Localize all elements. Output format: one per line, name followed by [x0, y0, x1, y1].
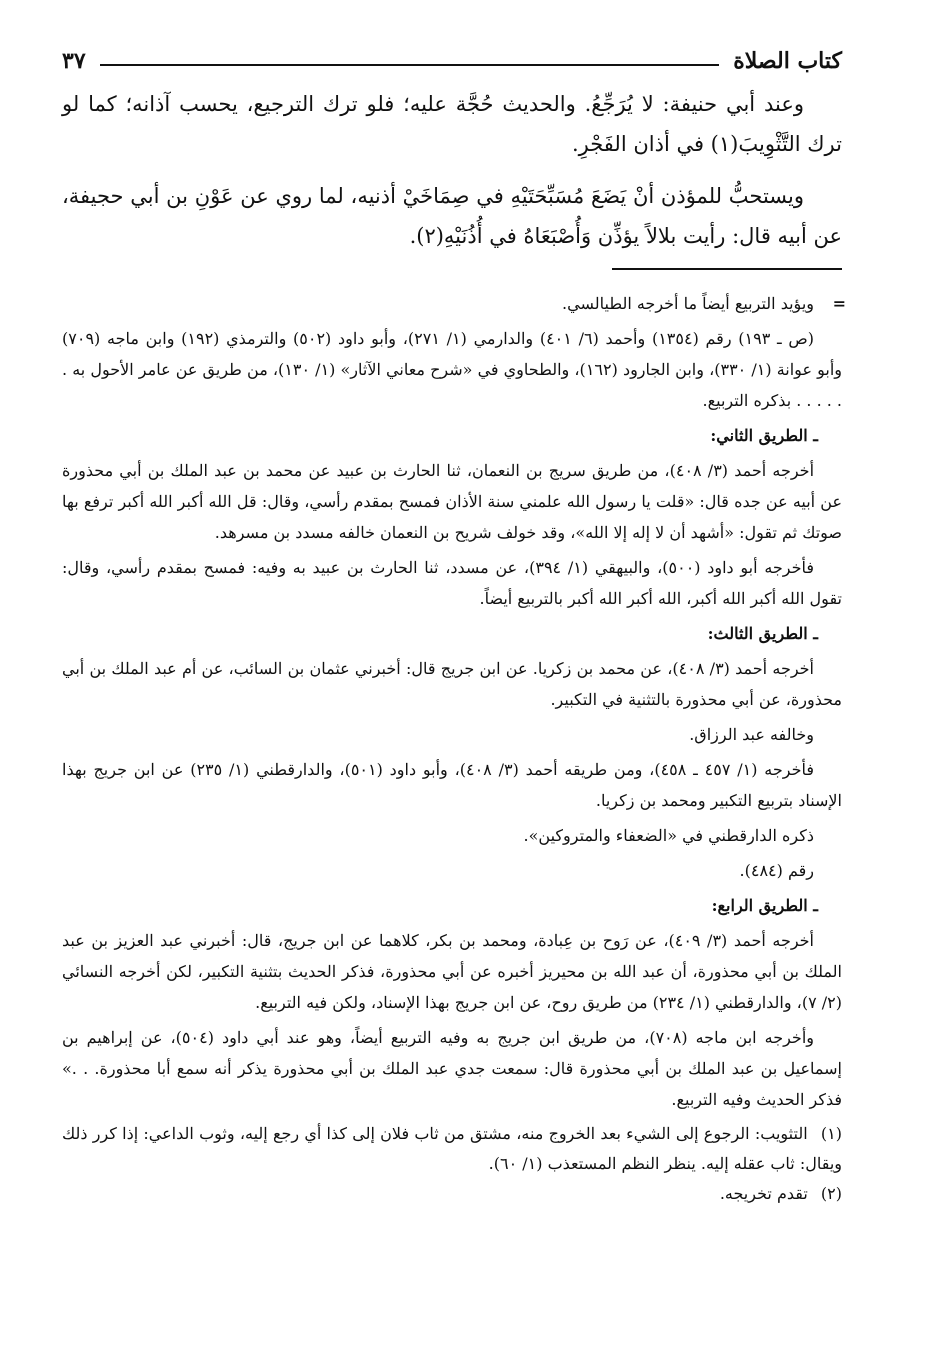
note-paragraph: أخرجه أحمد (٣/ ٤٠٨)، من طريق سريج بن النعمان، ثنا الحارث بن عبيد عن محمد بن عبد الملك بن أبي محذورة عن أبيه عن جده قال: «قلت يا رسول الله علمني سنة الأذان فمسح بمقدم رأسي، وقال: قل الله أكبر الله أكبر ترفع بها صوتك ثم تقول: «أشهد أن لا إله إلا الله»، وقد خولف شريح بن النعمان خالفه مسدد بن مسرهد.: [62, 461, 842, 542]
note-paragraph: أخرجه أحمد (٣/ ٤٠٨)، عن محمد بن زكريا. عن ابن جريج قال: أخبرني عثمان بن السائب، عن أم عبد الملك بن أبي محذورة، عن أبي محذورة بالتثنية في التكبير.: [62, 659, 842, 709]
main-paragraph: ويستحبُّ للمؤذن أنْ يَضَعَ مُسَبِّحَتَيْهِ في صِمَاخَيْ أذنيه، لما روي عن عَوْنِ بن أبي حجيفة، عن أبيه قال: رأيت بلالاً يؤذِّن وَأُصْبَعَاهُ في أُذُنَيْهِ(٢).: [62, 184, 842, 248]
note-text: ويؤيد التربيع أيضاً ما أخرجه الطيالسي.: [562, 294, 814, 313]
main-paragraph: وعند أبي حنيفة: لا يُرَجِّعُ. والحديث حُجَّة عليه؛ فلو ترك الترجيع، يحسب آذانه؛ كما لو ترك التَّثْوِيبَ(١) في أذان الفَجْرِ.: [62, 92, 842, 156]
footnote-text: تقدم تخريجه.: [719, 1184, 808, 1203]
note-paragraph: وخالفه عبد الرزاق.: [689, 725, 814, 744]
note-paragraph: فأخرجه أبو داود (٥٠٠)، والبيهقي (١/ ٣٩٤)، عن مسدد، ثنا الحارث بن عبيد به وفيه: فمسح بمقدم رأسي، وقال: تقول الله أكبر الله أكبر، الله أكبر الله أكبر بالتربيع أيضاً.: [62, 558, 842, 608]
footnote-number: (١): [820, 1124, 843, 1143]
footnote-separator: [612, 268, 842, 270]
note-paragraph: رقم (٤٨٤).: [739, 861, 814, 880]
footnote-continuation: [62, 288, 846, 1115]
note-paragraph: وأخرجه ابن ماجه (٧٠٨)، من طريق ابن جريج به وفيه التربيع أيضاً، وهو عند أبي داود (٥٠٤)، عن إبراهيم بن إسماعيل بن عبد الملك بن أبي محذورة قال: سمعت جدي عبد الملك بن أبي محذورة يذكر أنه سمع أبا محذورة. . .» فذكر الحديث وفيه التربيع.: [62, 1028, 842, 1109]
page-header: [62, 40, 842, 76]
document-page: [62, 40, 846, 1209]
header-rule: [100, 64, 720, 66]
footnote-text: التثويب: الرجوع إلى الشيء بعد الخروج منه، مشتق من ثاب فلان إلى كذا أي رجع إليه، وثوب الداعي: إذا كرر ذلك ويقال: ثاب عقله إليه. ينظر النظم المستعذب (١/ ٦٠).: [62, 1124, 842, 1173]
note-paragraph: [62, 288, 846, 319]
footnote-number: (٢): [820, 1184, 842, 1203]
section-heading: ـ الطريق الثاني:: [710, 426, 818, 445]
note-paragraph: أخرجه أحمد (٣/ ٤٠٩)، عن رَوح بن عِبادة، ومحمد بن بكر، كلاهما عن ابن جريج، قال: أخبرني عبد العزيز بن عبد الملك بن أبي محذورة، أن عبد الله بن محيريز أخبره عن أبي محذورة، فذكر الحديث بتثنية التكبير، لكن أخرجه النسائي (٢/ ٧)، والدارقطني (١/ ٢٣٤) من طريق روح، عن ابن جريج بهذا الإسناد، ولكن فيه التربيع.: [62, 931, 842, 1012]
footnotes: [62, 1119, 842, 1209]
main-text: [62, 84, 842, 256]
section-heading: ـ الطريق الرابع:: [711, 896, 818, 915]
footnote: [62, 1119, 842, 1179]
page-number: ٣٧: [62, 48, 86, 74]
note-paragraph: ذكره الدارقطني في «الضعفاء والمتروكين».: [523, 826, 814, 845]
continuation-mark: =: [832, 294, 846, 313]
note-paragraph: فأخرجه (١/ ٤٥٧ ـ ٤٥٨)، ومن طريقه أحمد (٣/ ٤٠٨)، وأبو داود (٥٠١)، والدارقطني (١/ ٢٣٥) عن ابن جريج بهذا الإسناد بتربيع التكبير ومحمد بن زكريا.: [62, 760, 842, 810]
footnote: [62, 1179, 842, 1209]
note-paragraph: (ص ـ ١٩٣) رقم (١٣٥٤) وأحمد (٦/ ٤٠١) والدارمي (١/ ٢٧١)، وأبو داود (٥٠٢) والترمذي (١٩٢) وابن ماجه (٧٠٩) وأبو عوانة (١/ ٣٣٠)، وابن الجارود (١٦٢)، والطحاوي في «شرح معاني الآثار» (١/ ١٣٠)، من طريق عن عامر الأحول به . . . . . . بذكره التربيع.: [62, 329, 842, 410]
section-heading: ـ الطريق الثالث:: [707, 624, 818, 643]
page-title: كتاب الصلاة: [733, 48, 842, 74]
